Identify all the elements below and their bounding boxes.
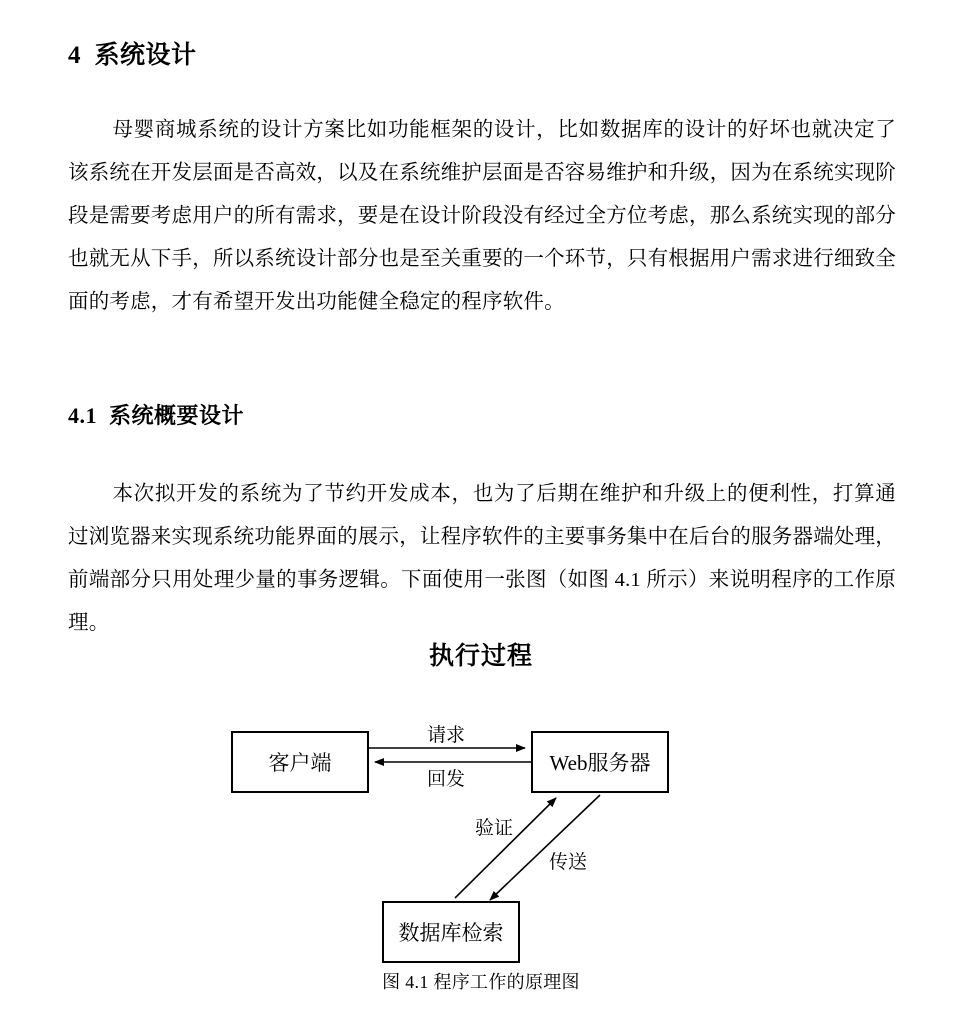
section-heading: 4 系统设计 [68, 41, 197, 69]
paragraph-text: 母婴商城系统的设计方案比如功能框架的设计，比如数据库的设计的好坏也就决定了该系统在开发层面是否高效，以及在系统维护层面是否容易维护和升级，因为在系统实现阶段是需要考虑用户的所有需求，要是在设计阶段没有经过全方位考虑，那么系统实现的部分也就无从下手，所以系统设计部分也是至关重要的一个环节，只有根据用户需求进行细致全面的考虑，才有希望开发出功能健全稳定的程序软件。 [68, 118, 896, 313]
paragraph-text: 本次拟开发的系统为了节约开发成本，也为了后期在维护和升级上的便利性，打算通过浏览器来实现系统功能界面的展示，让程序软件的主要事务集中在后台的服务器端处理，前端部分只用处理少量的事务逻辑。下面使用一张图（如图 4.1 所示）来说明程序的工作原理。 [68, 482, 896, 634]
node-client [232, 732, 368, 792]
edge-verify-label: 验证 [474, 818, 514, 839]
paragraph-system-design [68, 109, 896, 324]
node-web-server-label: Web服务器 [549, 751, 651, 775]
node-database-label: 数据库检索 [398, 921, 504, 945]
edge-verify [455, 798, 556, 898]
node-web-server [532, 732, 668, 792]
edge-response [375, 762, 532, 790]
node-client-label: 客户端 [268, 751, 332, 775]
figure-caption: 图 4.1 程序工作的原理图 [382, 972, 580, 992]
figure-title: 执行过程 [428, 643, 533, 670]
subsection-heading: 4.1 系统概要设计 [68, 403, 245, 429]
edge-transmit-label: 传送 [548, 852, 588, 873]
node-database [383, 902, 519, 962]
edge-request-label: 请求 [426, 725, 466, 746]
figure-execution-process-diagram [0, 700, 962, 970]
edge-request [368, 724, 525, 748]
paragraph-outline-design [68, 473, 896, 645]
edge-response-label: 回发 [426, 769, 466, 790]
edge-verify-arrow [455, 798, 556, 898]
